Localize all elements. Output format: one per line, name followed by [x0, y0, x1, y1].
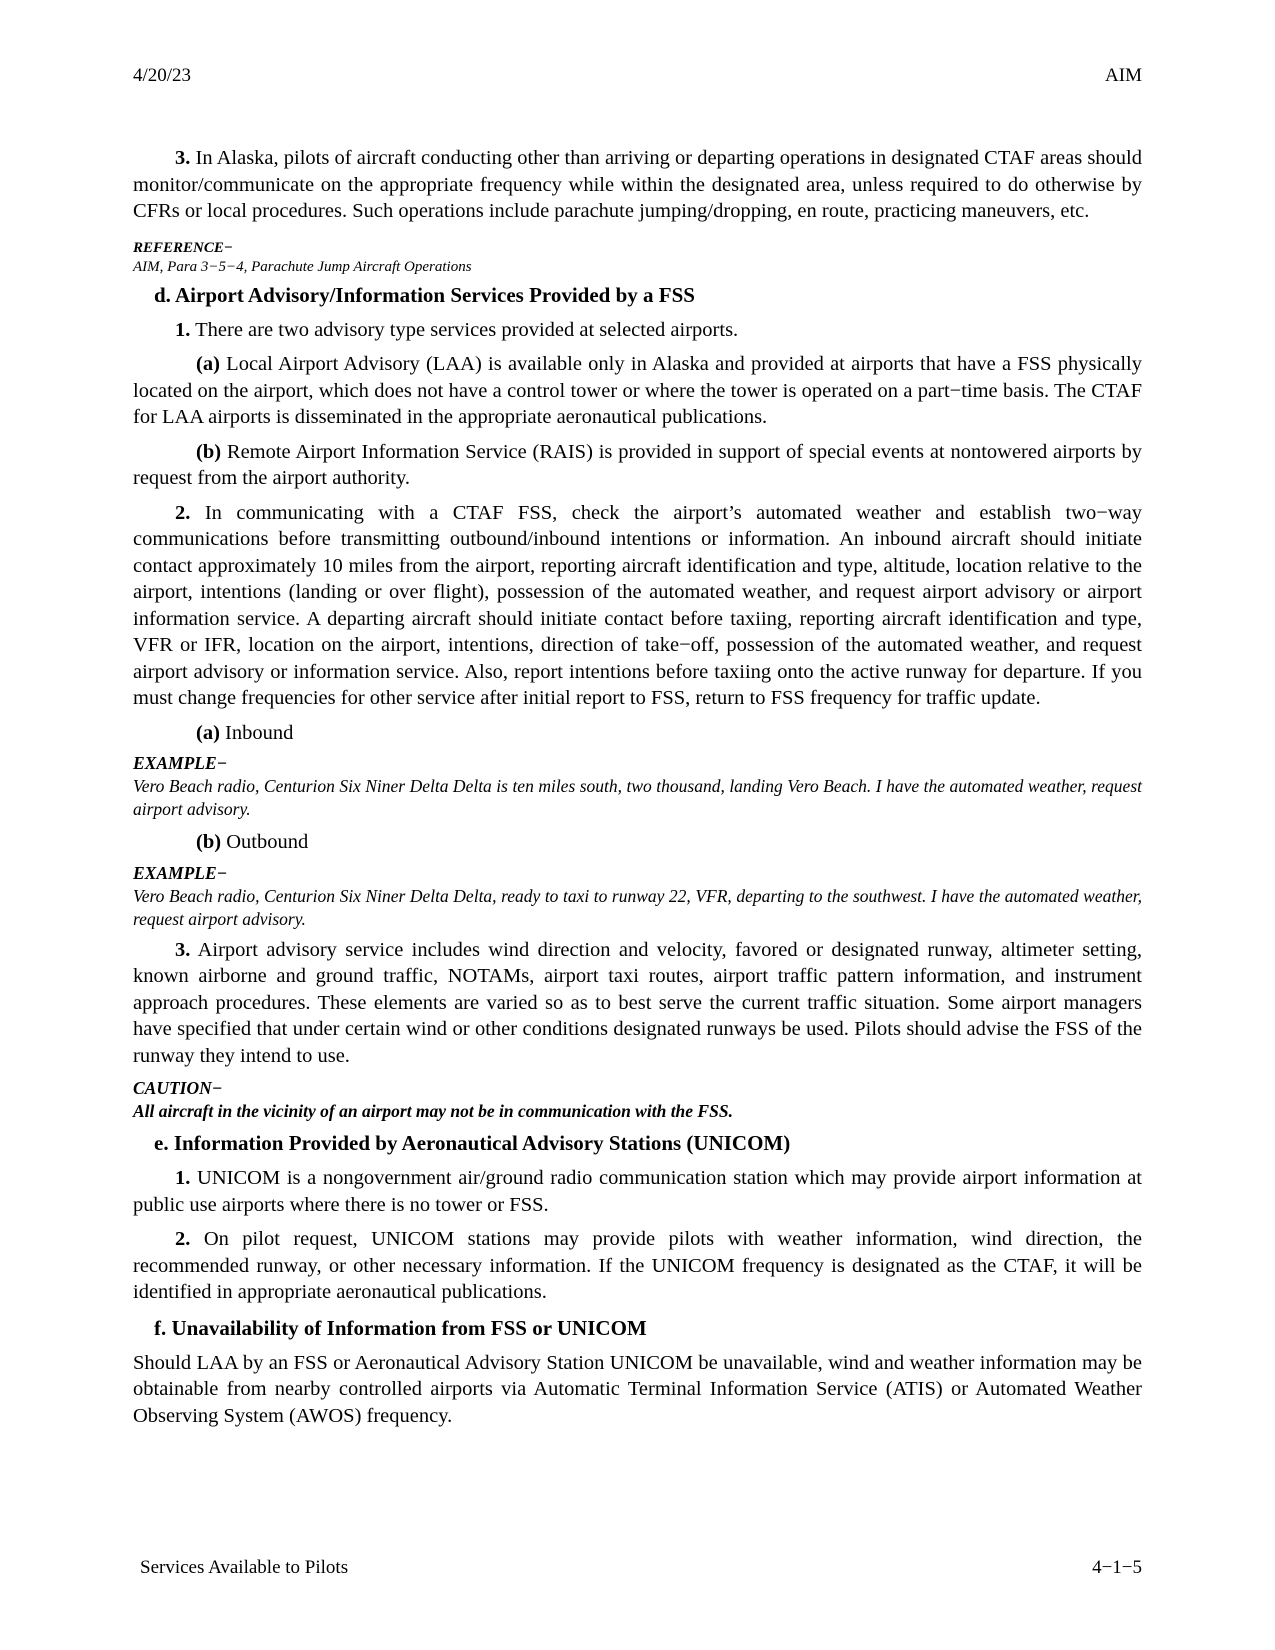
- paragraph-number: 1.: [175, 1167, 191, 1189]
- header-date: 4/20/23: [133, 65, 192, 86]
- paragraph-f: Should LAA by an FSS or Aeronautical Advisory Station UNICOM be unavailable, wind and weather information may be obtainable from nearby controlled airports via Automatic Terminal Information Service (ATIS) or Automated Weather Observing System (AWOS) frequency.: [133, 1351, 1142, 1427]
- paragraph-number: 3.: [175, 938, 191, 961]
- paragraph-number: (a): [196, 721, 220, 744]
- section-heading-f: f. Unavailability of Information from FSS or UNICOM: [154, 1315, 647, 1340]
- paragraph-text: Airport advisory service includes wind direction and velocity, favored or designated runway, altimeter setting, known airborne and ground traffic, NOTAMs, airport taxi routes, airport traffic pattern information, and instrument approach procedures. These elements are varied so as to best serve the current traffic situation. Some airport managers have specified that under certain wind or other conditions designated runways be used. Pilots should advise the FSS of the runway they intend to use.: [133, 938, 1142, 1067]
- paragraph-text: Inbound: [225, 721, 294, 744]
- paragraph-d2a: [133, 720, 1142, 747]
- document-body: [133, 145, 1142, 1429]
- paragraph-number: 3.: [175, 147, 191, 169]
- paragraph-text: Outbound: [226, 831, 309, 853]
- paragraph-c3: [133, 145, 1142, 225]
- paragraph-number: (a): [196, 353, 220, 375]
- paragraph-number: (b): [196, 831, 222, 853]
- paragraph-d2b: [133, 829, 1142, 856]
- header-title: AIM: [1105, 65, 1142, 86]
- example-text: Vero Beach radio, Centurion Six Niner Delta Delta, ready to taxi to runway 22, VFR, departing to the southwest. I have the automated weather, request airport advisory.: [133, 885, 1142, 929]
- paragraph-number: 2.: [175, 501, 191, 524]
- paragraph-text: There are two advisory type services provided at selected airports.: [195, 318, 739, 341]
- paragraph-d1a: [133, 351, 1142, 431]
- reference-text: AIM, Para 3−5−4, Parachute Jump Aircraft Operations: [133, 258, 472, 275]
- example-label: EXAMPLE−: [133, 753, 228, 773]
- paragraph-d3: [133, 937, 1142, 1070]
- paragraph-d1: [133, 317, 1142, 344]
- paragraph-text: Remote Airport Information Service (RAIS) is provided in support of special events at nontowered airports by request from the airport authority.: [133, 440, 1142, 489]
- paragraph-number: 2.: [175, 1228, 191, 1250]
- paragraph-text: On pilot request, UNICOM stations may provide pilots with weather information, wind direction, the recommended runway, or other necessary information. If the UNICOM frequency is designated as the CTAF, it will be identified in appropriate aeronautical publications.: [133, 1228, 1142, 1303]
- paragraph-d1b: [133, 439, 1142, 492]
- paragraph-d2: [133, 500, 1142, 712]
- paragraph-text: In communicating with a CTAF FSS, check the airport’s automated weather and establish two−way communications before transmitting outbound/inbound intentions or information. An inbound aircraft should initiate contact approximately 10 miles from the airport, reporting aircraft identification and type, altitude, location relative to the airport, intentions (landing or over flight), possession of the automated weather, and request airport advisory or airport information service. A departing aircraft should initiate contact before taxiing, reporting aircraft identification and type, VFR or IFR, location on the airport, intentions, direction of take−off, possession of the automated weather, and request airport advisory or information service. Also, report intentions before taxiing onto the active runway for departure. If you must change frequencies for other service after initial report to FSS, return to FSS frequency for traffic update.: [133, 501, 1143, 709]
- section-heading-e: e. Information Provided by Aeronautical Advisory Stations (UNICOM): [154, 1131, 791, 1155]
- paragraph-e2: [133, 1226, 1142, 1306]
- paragraph-number: 1.: [175, 318, 191, 341]
- example-text: Vero Beach radio, Centurion Six Niner Delta Delta is ten miles south, two thousand, landing Vero Beach. I have the automated weather, request airport advisory.: [133, 776, 1142, 819]
- example-label: EXAMPLE−: [133, 862, 228, 883]
- caution-text: All aircraft in the vicinity of an airport may not be in communication with the FSS.: [133, 1101, 733, 1121]
- paragraph-text: Local Airport Advisory (LAA) is available only in Alaska and provided at airports that have a FSS physically located on the airport, which does not have a control tower or where the tower is operated on a part−time basis. The CTAF for LAA airports is disseminated in the appropriate aeronautical publications.: [133, 353, 1143, 428]
- paragraph-number: (b): [196, 440, 222, 463]
- paragraph-text: UNICOM is a nongovernment air/ground radio communication station which may provide airport information at public use airports where there is no tower or FSS.: [133, 1167, 1142, 1216]
- footer-page-number: 4−1−5: [1092, 1557, 1142, 1578]
- footer-section: Services Available to Pilots: [140, 1557, 349, 1578]
- section-heading-d: d. Airport Advisory/Information Services Provided by a FSS: [154, 282, 695, 307]
- reference-label: REFERENCE−: [133, 239, 233, 256]
- caution-label: CAUTION−: [133, 1078, 223, 1098]
- paragraph-text: In Alaska, pilots of aircraft conducting other than arriving or departing operations in designated CTAF areas should monitor/communicate on the appropriate frequency while within the designated area, unless required to do otherwise by CFRs or local procedures. Such operations include parachute jumping/dropping, en route, practicing maneuvers, etc.: [133, 147, 1142, 222]
- paragraph-e1: [133, 1165, 1142, 1218]
